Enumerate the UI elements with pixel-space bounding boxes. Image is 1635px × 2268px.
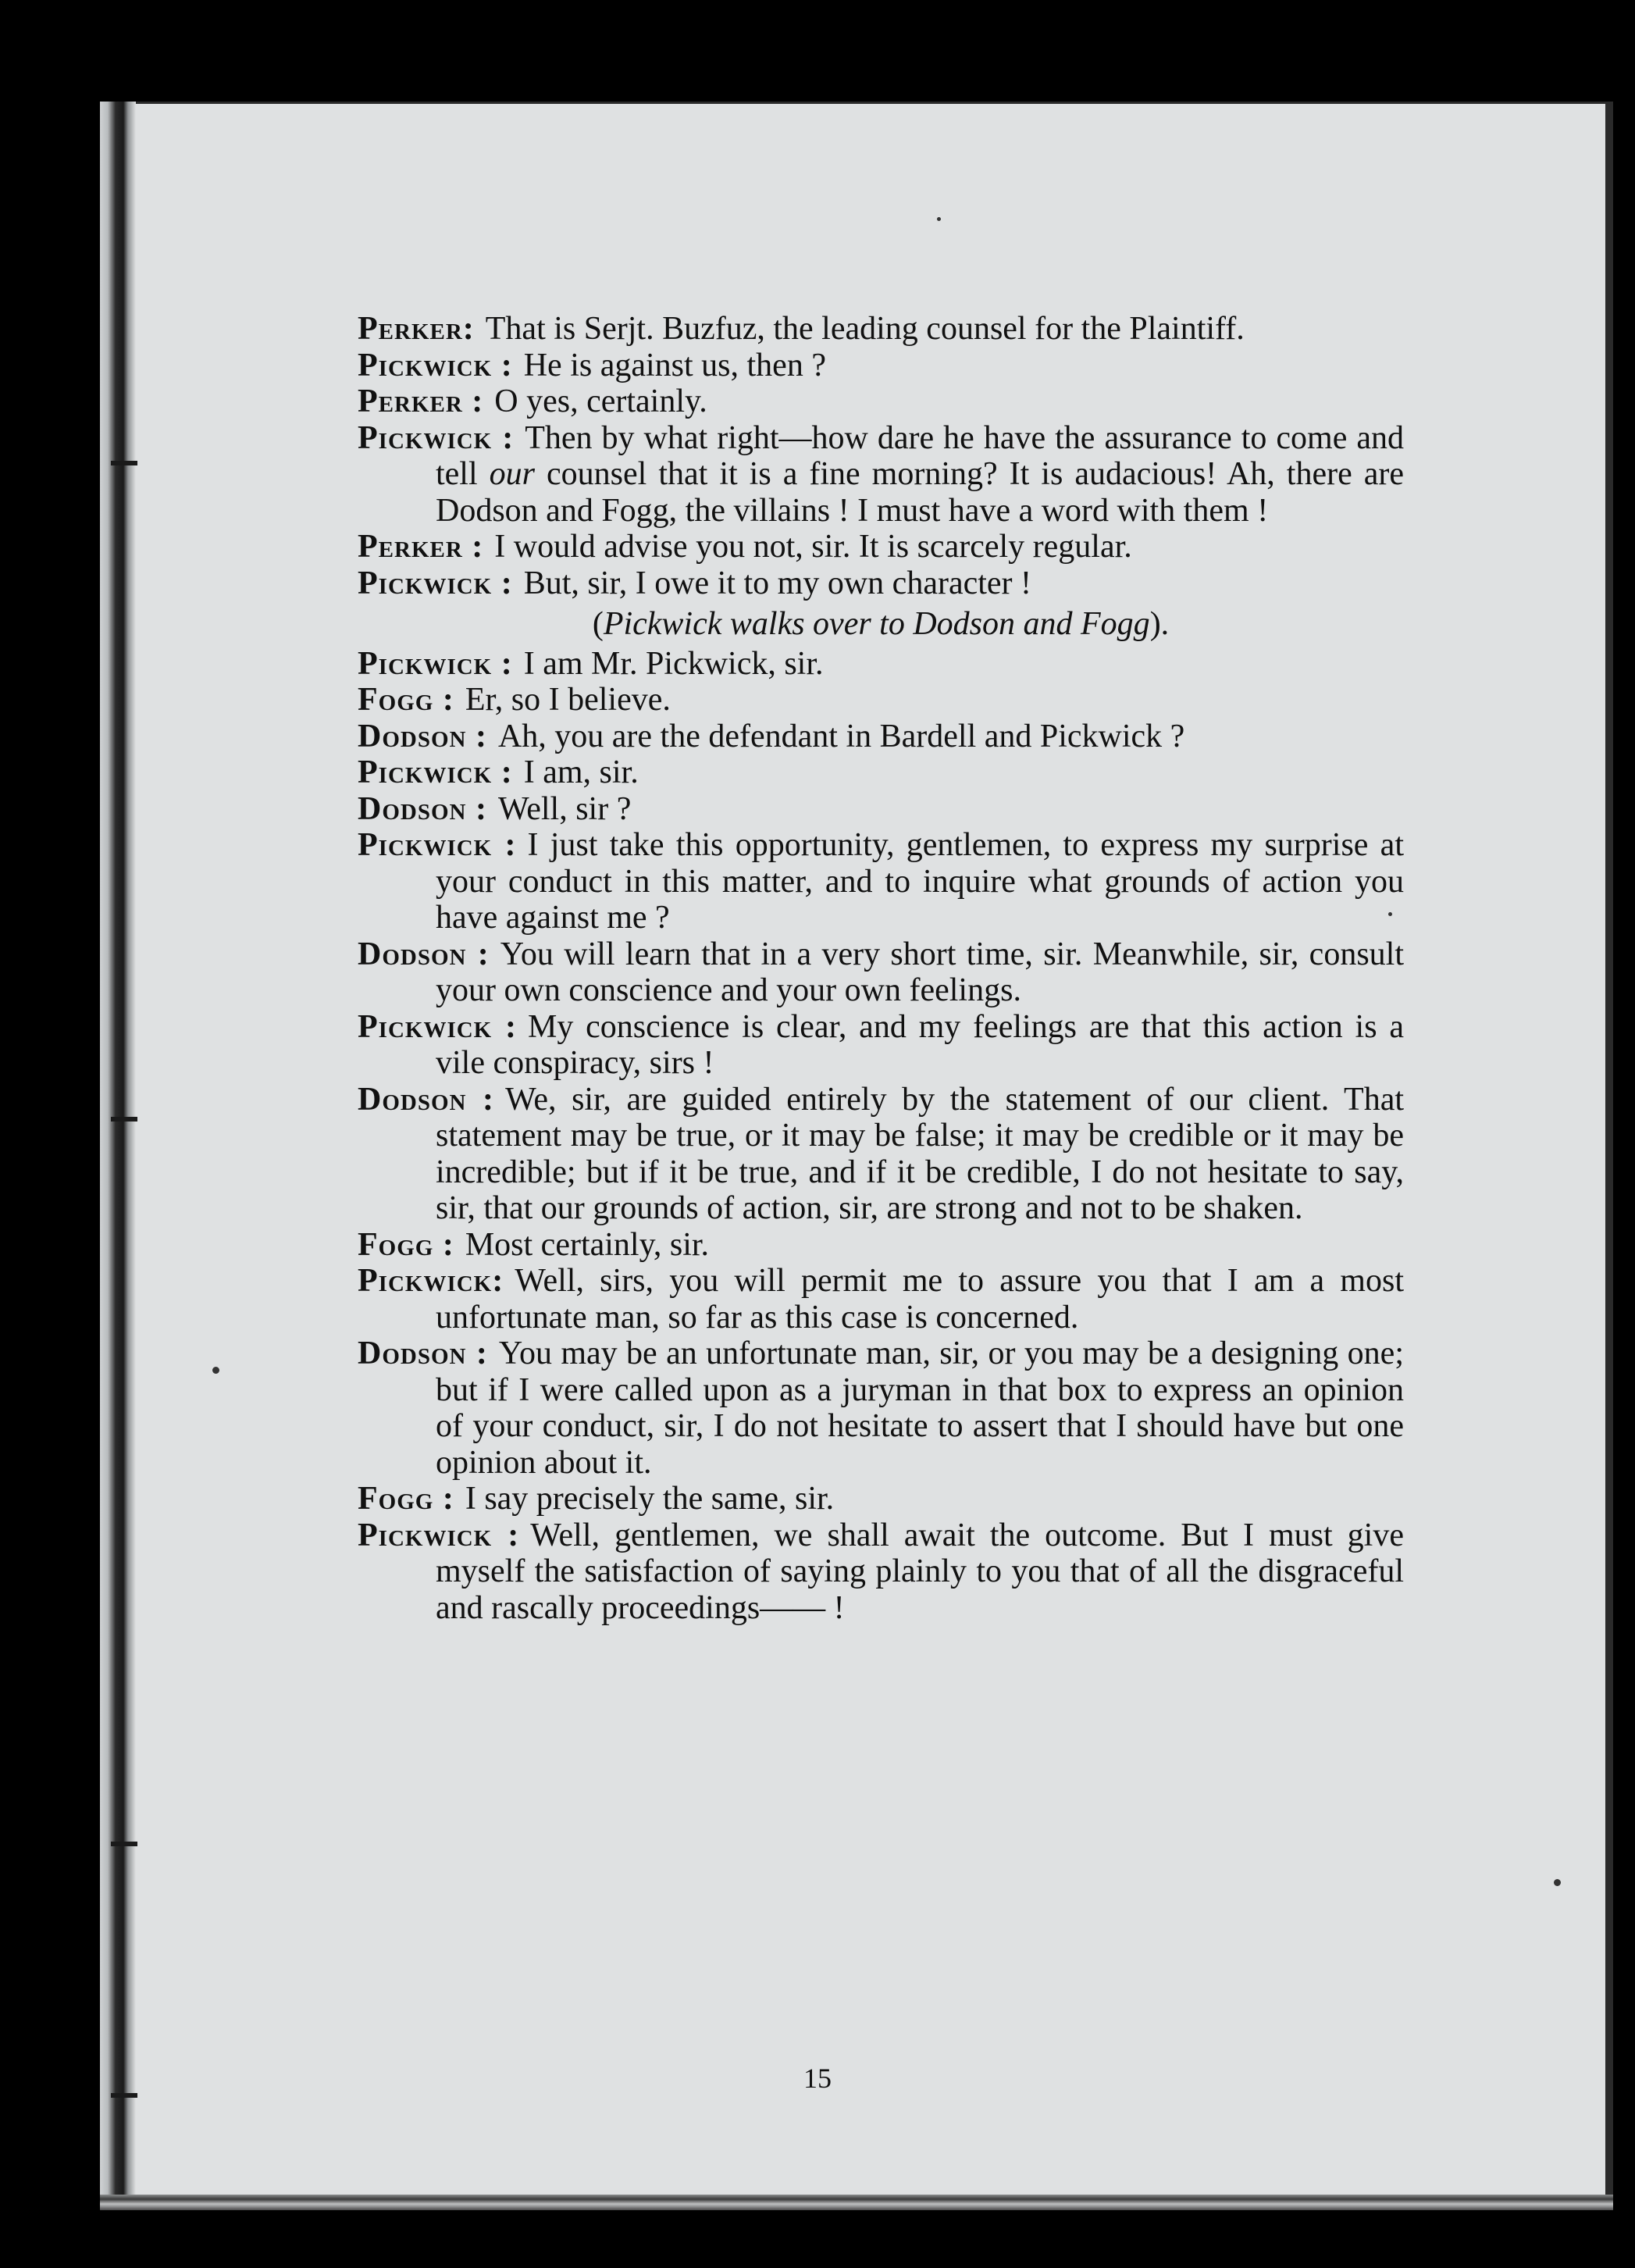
speaker-name: Pickwick:: [358, 1263, 504, 1299]
speech-text: Most certainly, sir.: [465, 1226, 710, 1263]
speech-text: Er, so I believe.: [465, 682, 671, 718]
speech-text: You may be an unfortunate man, sir, or you may be a designing one; but if I were called upon as a juryman in that box to express an opinion of your conduct, sir, I do not hesitate to assert that I should have but one opinion about it.: [436, 1335, 1404, 1481]
page-right-edge: [1605, 102, 1613, 2210]
speaker-name: Pickwick :: [358, 645, 513, 682]
page-number: 15: [803, 2063, 832, 2094]
speech: [358, 827, 1404, 936]
speech: [358, 1082, 1404, 1227]
speech: [358, 936, 1404, 1009]
stage-direction: (Pickwick walks over to Dodson and Fogg).: [592, 606, 1170, 642]
speaker-name: Pickwick :: [358, 347, 513, 383]
speech: [358, 1227, 1404, 1264]
speech: [358, 1263, 1404, 1335]
speech: [358, 682, 1404, 719]
speech-text: Well, sir ?: [497, 790, 632, 827]
speech: [358, 754, 1404, 791]
speech-text: But, sir, I owe it to my own character !: [523, 565, 1032, 601]
stage-direction-text: Pickwick walks over to Dodson and Fogg: [603, 606, 1150, 642]
speech-text: Then by what right—how dare he have the assurance to come and tell: [436, 419, 1404, 492]
speech-text: counsel that it is a fine morning? It is audacious! Ah, there are Dodson and Fogg, the villains ! I must have a word with them !: [436, 456, 1404, 529]
speaker-name: Dodson :: [358, 790, 487, 827]
speech-text: He is against us, then ?: [523, 347, 826, 383]
paper-speck: [212, 1367, 219, 1374]
speech: [358, 1517, 1404, 1627]
speech-text: Ah, you are the defendant in Bardell and Pickwick ?: [497, 718, 1185, 754]
speaker-name: Dodson :: [358, 1081, 495, 1118]
speech-text: I just take this opportunity, gentlemen, to express my surprise at your conduct in this matter, and to inquire what grounds of action you have against me ?: [436, 827, 1404, 936]
speaker-name: Fogg :: [358, 1481, 454, 1517]
speech-text: That is Serjt. Buzfuz, the leading counsel for the Plaintiff.: [485, 311, 1245, 347]
speech: [358, 529, 1404, 565]
speech: [358, 420, 1404, 530]
speaker-name: Pickwick :: [358, 1517, 520, 1553]
binding-stitch: [111, 1117, 137, 1122]
speaker-name: Pickwick :: [358, 419, 515, 456]
play-text: [358, 311, 1404, 1626]
speaker-name: Perker:: [358, 311, 475, 347]
speech: [358, 565, 1404, 602]
binding-stitch: [111, 1842, 137, 1846]
speaker-name: Fogg :: [358, 682, 454, 718]
speech-text: I would advise you not, sir. It is scarcely regular.: [494, 529, 1132, 565]
speech-text: I am Mr. Pickwick, sir.: [523, 645, 824, 682]
speech: [358, 1335, 1404, 1481]
binding-stitch: [111, 461, 137, 465]
speech-text: My conscience is clear, and my feelings are that this action is a vile conspiracy, sirs !: [436, 1008, 1404, 1081]
speech: [358, 646, 1404, 683]
speaker-name: Perker :: [358, 383, 484, 419]
speech: [358, 791, 1404, 828]
speech-text: Well, gentlemen, we shall await the outcome. But I must give myself the satisfaction of saying plainly to you that of all the disgraceful and rascally proceedings—— !: [436, 1517, 1404, 1626]
speaker-name: Dodson :: [358, 936, 490, 972]
paper-speck: [1554, 1879, 1561, 1886]
speech: [358, 311, 1404, 348]
book-spine: [100, 102, 136, 2210]
speech: [358, 348, 1404, 384]
speaker-name: Pickwick :: [358, 565, 513, 601]
speech-emphasis: our: [489, 456, 536, 492]
speech: [358, 383, 1404, 420]
speaker-name: Fogg :: [358, 1226, 454, 1263]
speech-text: O yes, certainly.: [494, 383, 707, 419]
speaker-name: Dodson :: [358, 1335, 488, 1371]
speech: [358, 1009, 1404, 1082]
speaker-name: Perker :: [358, 529, 484, 565]
speech: [358, 1481, 1404, 1517]
speaker-name: Pickwick :: [358, 1008, 518, 1045]
speech-text: You will learn that in a very short time, sir. Meanwhile, sir, consult your own conscience and your own feelings.: [436, 936, 1404, 1008]
speech-text: Well, sirs, you will permit me to assure you that I am a most unfortunate man, so far as this case is concerned.: [436, 1263, 1404, 1335]
paper-speck: [937, 217, 941, 221]
speech: [358, 719, 1404, 755]
page-bottom-edge: [100, 2195, 1613, 2210]
speaker-name: Pickwick :: [358, 754, 513, 790]
speech-text: I say precisely the same, sir.: [465, 1481, 835, 1517]
speaker-name: Dodson :: [358, 718, 487, 754]
speech-text: We, sir, are guided entirely by the statement of our client. That statement may be true, or it may be false; it may be credible or it may be incredible; but if it be true, and if it be credible, I do not hesitate to say, sir, that our grounds of action, sir, are strong and not to be shaken.: [436, 1081, 1404, 1226]
speaker-name: Pickwick :: [358, 827, 517, 863]
speech-text: I am, sir.: [523, 754, 639, 790]
